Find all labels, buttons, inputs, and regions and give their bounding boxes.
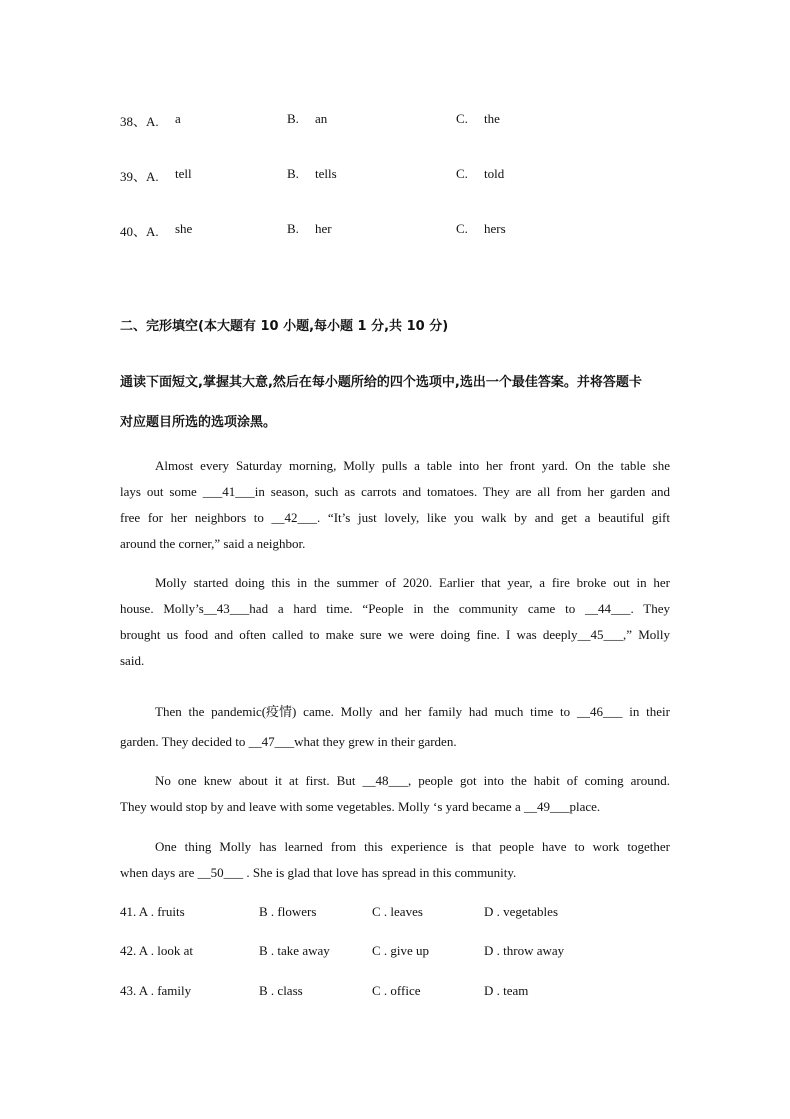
option-b: an <box>315 111 328 126</box>
answer-option-b: B . class <box>259 983 303 998</box>
answer-option-b: B . flowers <box>259 904 317 919</box>
passage-line: Almost every Saturday morning, Molly pulls a table into her front yard. On the table she <box>155 458 670 473</box>
question-number: 40、A. <box>120 224 159 239</box>
option-a: tell <box>175 166 192 181</box>
answer-option-a: 41. A . fruits <box>120 904 185 919</box>
passage-line: around the corner,” said a neighbor. <box>120 536 306 551</box>
option-c: the <box>484 111 500 126</box>
answer-option-b: B . take away <box>259 943 330 958</box>
answer-option-a: 43. A . family <box>120 983 192 998</box>
answer-option-c: C . leaves <box>372 904 423 919</box>
option-c-label: C. <box>456 221 468 236</box>
section-instruction-line-2: 对应题目所选的选项涂黑。 <box>120 415 277 430</box>
option-a: she <box>175 221 193 236</box>
option-a: a <box>175 111 181 126</box>
answer-option-c: C . office <box>372 983 421 998</box>
passage-line: when days are __50___ . She is glad that love has spread in this community. <box>120 865 517 880</box>
passage-line: free for her neighbors to __42___. “It’s just lovely, like you walk by and get a beautiful gift <box>120 510 670 525</box>
passage-line: lays out some ___41___in season, such as carrots and tomatoes. They are all from her garden and <box>120 484 670 499</box>
passage-line: house. Molly’s__43___had a hard time. “People in the community came to __44___. They <box>120 601 670 616</box>
option-b-label: B. <box>287 111 299 126</box>
option-c: hers <box>484 221 506 236</box>
passage-line: brought us food and often called to make sure we were doing fine. I was deeply__45___,” Molly <box>120 627 670 642</box>
answer-option-d: D . team <box>484 983 529 998</box>
option-c-label: C. <box>456 166 468 181</box>
passage-line: No one knew about it at first. But __48___, people got into the habit of coming around. <box>155 773 670 788</box>
answer-option-d: D . throw away <box>484 943 565 958</box>
passage-line: garden. They decided to __47___what they grew in their garden. <box>120 734 457 749</box>
passage-line: said. <box>120 653 145 668</box>
passage-line: Then the pandemic(疫情) came. Molly and her family had much time to __46___ in their <box>155 704 670 719</box>
passage-line: Molly started doing this in the summer of 2020. Earlier that year, a fire broke out in her <box>155 575 670 590</box>
section-title: 二、完形填空(本大题有 10 小题,每小题 1 分,共 10 分) <box>120 319 449 334</box>
answer-option-d: D . vegetables <box>484 904 559 919</box>
option-b: her <box>315 221 332 236</box>
passage-line: They would stop by and leave with some vegetables. Molly ‘s yard became a __49___place. <box>120 799 601 814</box>
option-c-label: C. <box>456 111 468 126</box>
option-b-label: B. <box>287 166 299 181</box>
section-instruction-line-1: 通读下面短文,掌握其大意,然后在每小题所给的四个选项中,选出一个最佳答案。并将答题卡 <box>120 375 642 390</box>
answer-option-c: C . give up <box>372 943 430 958</box>
answer-option-a: 42. A . look at <box>120 943 193 958</box>
option-c: told <box>484 166 505 181</box>
option-b-label: B. <box>287 221 299 236</box>
question-number: 38、A. <box>120 114 159 129</box>
option-b: tells <box>315 166 337 181</box>
question-number: 39、A. <box>120 169 159 184</box>
passage-line: One thing Molly has learned from this experience is that people have to work together <box>155 839 670 854</box>
